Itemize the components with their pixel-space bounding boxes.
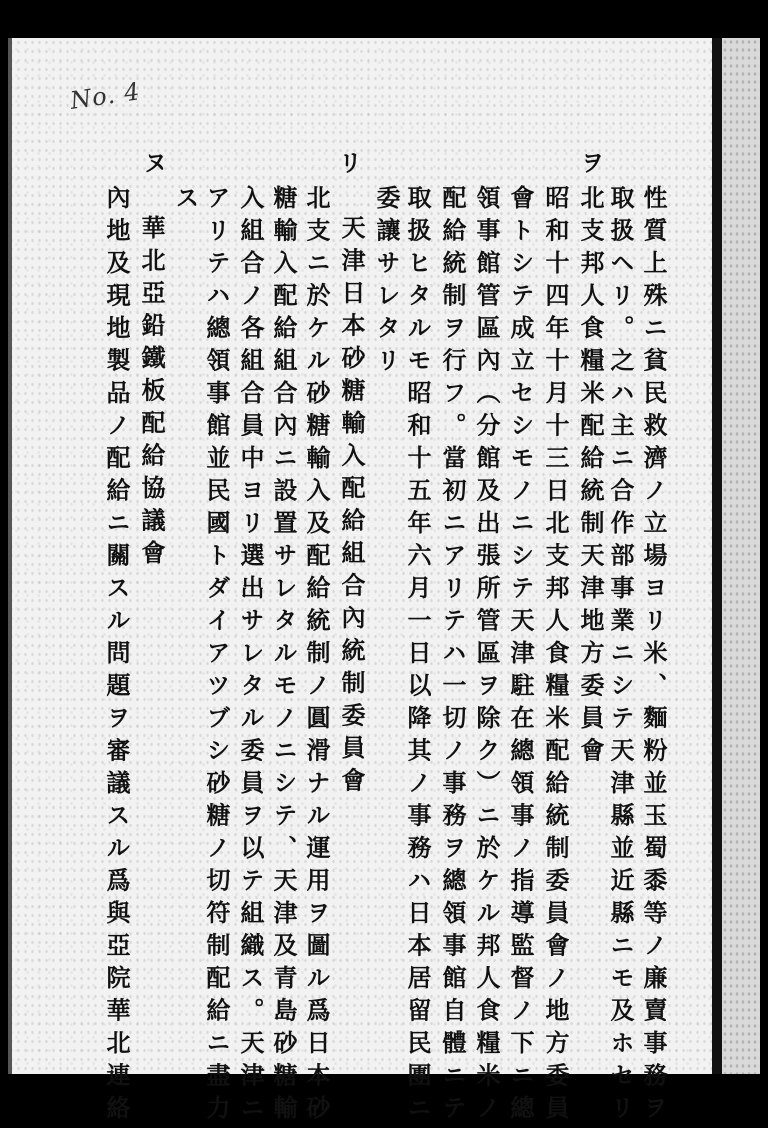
page-left-edge [8,38,12,1074]
text-column: 配給統制ヲ行フ。當初ニアリテハ一切ノ事務ヲ總領事館自體ニテ [438,185,467,1128]
text-column: 委讓サレタリ [372,185,401,380]
text-column: 會トシテ成立セシモノニシテ天津駐在總領事ノ指導監督ノ下ニ總 [506,185,535,1128]
text-column: 糖輸入配給組合內ニ設置サレタルモノニシテ、天津及青島砂糖輸 [269,185,298,1128]
section-marker: ヲ [576,150,605,174]
text-column: 取扱ヘリ。之ハ主ニ合作部事業ニシテ天津縣並近縣ニモ及ホセリ [606,185,635,1128]
section-marker: ヌ [139,150,168,174]
facing-page-margin [722,38,760,1074]
text-column: 領事館管區內（分館及出張所管區ヲ除ク）ニ於ケル邦人食糧米ノ [472,185,501,1128]
binding-spine [712,38,722,1074]
section-heading: 華北亞鉛鐵板配給協議會 [137,215,166,573]
text-column: 性質上殊ニ貧民救濟ノ立場ヨリ米、麵粉並玉蜀黍等ノ廉賣事務ヲ [639,185,668,1128]
section-heading: 天津日本砂糖輸入配給組合內統制委員會 [337,215,366,800]
page-number: No. 4 [68,77,143,115]
section-marker: リ [334,150,363,174]
text-column: 內地及現地製品ノ配給ニ關スル問題ヲ審議スル爲與亞院華北連絡 [102,185,131,1128]
text-column: 昭和十四年十月十三日北支邦人食糧米配給統制委員會ノ地方委員 [541,185,570,1128]
text-column: 入組合ノ各組合員中ヨリ選出サレタル委員ヲ以テ組織ス。天津ニ [236,185,265,1128]
text-column: 取扱ヒタルモ昭和十五年六月一日以降其ノ事務ハ日本居留民團ニ [403,185,432,1128]
text-column: 北支ニ於ケル砂糖輸入及配給統制ノ圓滑ナル運用ヲ圖ル爲日本砂 [302,185,331,1128]
section-heading: 北支邦人食糧米配給統制天津地方委員會 [576,185,605,770]
text-column: ス [171,185,200,218]
text-column: アリテハ總領事館並民國トダイアツブシ砂糖ノ切符制配給ニ盡力 [202,185,231,1128]
